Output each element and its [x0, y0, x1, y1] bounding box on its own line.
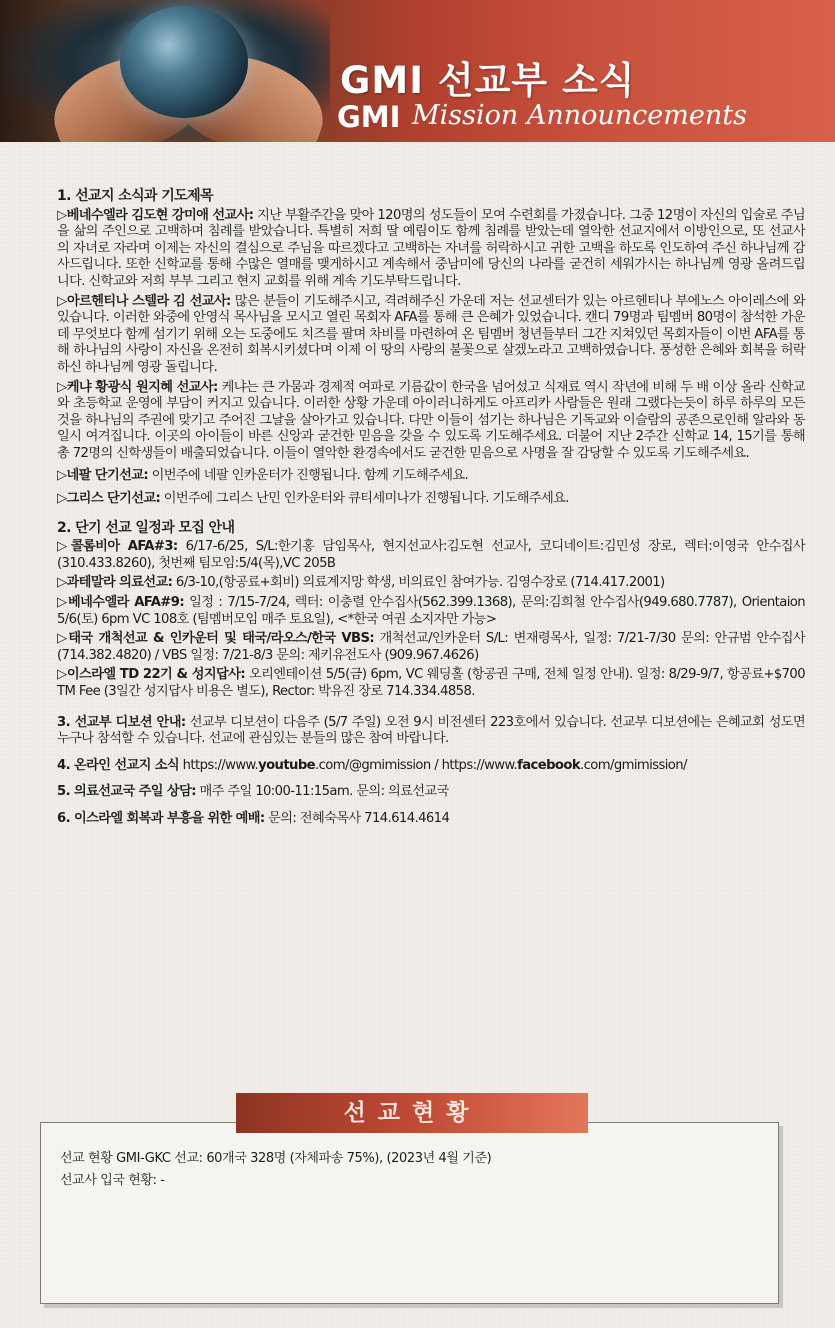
facebook-link[interactable]: https://www.facebook.com/gmimission/: [441, 757, 687, 773]
item-lead: ▷아르헨티나 스텔라 김 선교사:: [57, 293, 231, 309]
list-item: [57, 539, 805, 572]
list-item: [57, 667, 805, 700]
section-1-title: 1. 선교지 소식과 기도제목: [57, 188, 213, 204]
section-3-devotion: [57, 715, 805, 748]
item-text: 케냐는 큰 가뭄과 경제적 여파로 기름값이 한국을 넘어섰고 식재료 역시 작년에 비해 두 배 이상 올라 신학교와 초등학교 운영에 부담이 커지고 있습니다. 이러한 상황 가운데 아이러니하게도 아프리카 사람들은 원래 그랬다는듯이 하루 하루의 모든 것을 하나님의 주권에 맞기고 주어진 그날을 살아가고 있습니다. 다만 이들이 섬기는 하나님은 기독교와 이슬람의 공존으로인해 알라와 동일시 여겨집니다. 이곳의 아이들이 바른 신앙과 굳건한 믿음을 갖을 수 있도록 기도해주세요. 더불어 지난 2주간 신학교 14, 15기를 통해 총 72명의 신학생들이 배출되었습니다. 이들이 열악한 환경속에서도 굳건한 믿음으로 사명을 잘 감당할 수 있도록 기도해주세요.: [57, 379, 806, 461]
announcement-body: [57, 188, 805, 828]
section-4-online: [57, 758, 805, 775]
item-lead: ▷태국 개척선교 & 인카운터 및 태국/라오스/한국 VBS:: [57, 631, 375, 647]
section-5-lead: 5. 의료선교국 주일 상담:: [57, 784, 196, 800]
list-item: [57, 294, 805, 377]
mission-status-text: [60, 1148, 491, 1192]
mission-status-label: 선교현황: [236, 1093, 588, 1133]
list-item: [57, 491, 805, 508]
item-lead: ▷그리스 단기선교:: [57, 491, 161, 507]
status-line-1: 선교 현황 GMI-GKC 선교: 60개국 328명 (자체파송 75%), (2023년 4월 기준): [60, 1151, 492, 1166]
item-lead: ▷네팔 단기선교:: [57, 467, 149, 483]
item-text: 이번주에 네팔 인카운터가 진행됩니다. 함께 기도해주세요.: [151, 467, 469, 483]
item-lead: ▷케냐 황광식 원지혜 선교사:: [57, 379, 218, 395]
item-text: 개척선교/인카운터 S/L: 변재령목사, 일정: 7/21-7/30 문의: 안규범 안수집사(714.382.4820) / VBS 일정: 7/21-8/3 문의: 제키유전도사 (909.967.4626): [57, 631, 805, 663]
page-title-english-script: Mission Announcements: [412, 100, 747, 131]
item-text: 오리엔테이션 5/5(금) 6pm, VC 웨딩홀 (항공권 구매, 전체 일정 안내). 일정: 8/29-9/7, 항공료+$700 TM Fee (3일간 성지답사 비용은 별도), Rector: 박유진 장로 714.334.4858.: [57, 667, 806, 700]
item-text: 6/17-6/25, S/L:한기홍 담임목사, 현지선교사:김도현 선교사, 코디네이트:김민성 장로, 렉터:이영국 안수집사(310.433.8260), 첫번째 팀모임:5/4(목),VC 205B: [57, 539, 805, 571]
item-lead: ▷콜롬비아 AFA#3:: [57, 539, 178, 555]
section-6-text: 문의: 전혜숙목사 714.614.4614: [268, 811, 450, 826]
section-3-lead: 3. 선교부 디보션 안내:: [57, 714, 186, 730]
item-text: 지난 부활주간을 맞아 120명의 성도들이 모여 수련회를 가졌습니다. 그중 12명이 자신의 입술로 주님을 삶의 주인으로 고백하며 침례를 받았습니다. 특별히 저희 딸 예림이도 함께 침례를 받았는데 열악한 선교지에서 이방인으로, 또 선교사의 자녀로 자라며 이제는 자신의 결심으로 주님을 따르겠다고 고백하는 자녀를 허락하시고 귀한 고백을 하도록 인도하여 주신 하나님께 감사드립니다. 또한 신학교를 통해 수많은 열매를 맺게하시고 계속해서 중남미에 당신의 나라를 굳건히 세워가시는 하나님께 영광 올려드립니다. 신학교와 저희 부부 그리고 현지 교회를 위해 계속 기도부탁드립니다.: [57, 207, 805, 289]
page-title-korean: GMI 선교부 소식: [340, 59, 636, 102]
list-item: [57, 208, 805, 291]
list-item: [57, 575, 805, 592]
section-2-title: 2. 단기 선교 일정과 모집 안내: [57, 519, 235, 536]
item-lead: ▷이스라엘 TD 22기 & 성지답사:: [57, 667, 246, 683]
section-5-medical: [57, 784, 805, 801]
item-text: 일정 : 7/15-7/24, 렉터: 이충렬 안수집사(562.399.1368), 문의:김희철 안수집사(949.680.7787), Orientaion 5/6(토) 6pm VC 108호 (팀멤버모임 매주 토요일), <*한국 여권 소지자만 가능>: [57, 595, 805, 627]
item-text: 많은 분들이 기도해주시고, 격려해주신 가운데 저는 선교센터가 있는 아르헨티나 부에노스 아이레스에 와 있습니다. 이러한 와중에 안영식 목사님을 모시고 열린 목회자 AFA를 통해 큰 은혜가 있었습니다. 캔디 79명과 팀멤버 80명이 참석한 가운데 무엇보다 함께 섬기기 위해 오는 도중에도 치즈를 팔며 차비를 마련하여 온 팀멤버 청년들부터 그간 지쳐있던 목회자들이 이번 AFA를 통해 하나님의 사랑이 자신을 온전히 회복시키셨다며 이제 이 땅의 사랑의 불꽃으로 살겠노라고 고백하였습니다. 풍성한 은혜와 회복을 허락하신 하나님께 영광 돌립니다.: [57, 293, 806, 375]
item-lead: ▷과테말라 의료선교:: [57, 575, 173, 591]
item-lead: ▷베네수엘라 AFA#9:: [57, 595, 184, 611]
header-banner: [0, 0, 835, 142]
section-3-text: 선교부 디보션이 다음주 (5/7 주일) 오전 9시 비전센터 223호에서 있습니다. 선교부 디보션에는 은혜교회 성도면 누구나 참석할 수 있습니다. 선교에 관심있는 분들의 많은 참여 바랍니다.: [57, 714, 806, 747]
list-item: [57, 631, 805, 664]
list-item: [57, 468, 805, 485]
list-item: [57, 595, 805, 628]
page-title-english-prefix: GMI: [337, 100, 401, 134]
item-text: 이번주에 그리스 난민 인카운터와 큐티세미나가 진행됩니다. 기도해주세요.: [163, 491, 569, 507]
section-5-text: 매주 주일 10:00-11:15am. 문의: 의료선교국: [199, 784, 449, 800]
section-6-israel: [57, 811, 805, 828]
header-photo: [0, 0, 330, 142]
globe-image: [120, 6, 248, 118]
status-line-2: 선교사 입국 현황: -: [60, 1173, 165, 1188]
list-item: [57, 380, 805, 463]
section-6-lead: 6. 이스라엘 회복과 부흥을 위한 예배:: [57, 811, 265, 826]
section-4-lead: 4. 온라인 선교지 소식: [57, 757, 180, 773]
item-text: 6/3-10,(항공료+회비) 의료계지망 학생, 비의료인 참여가능. 김영수장로 (714.417.2001): [175, 575, 665, 591]
item-lead: ▷베네수엘라 김도현 강미애 선교사:: [57, 207, 254, 223]
youtube-link[interactable]: https://www.youtube.com/@gmimission /: [182, 757, 439, 773]
